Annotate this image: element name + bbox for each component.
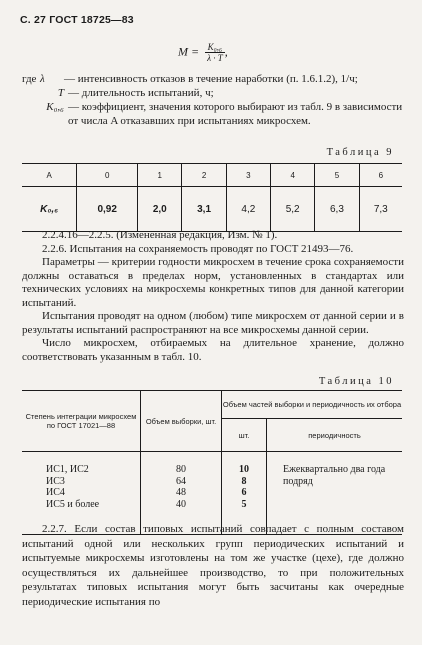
formula-denominator: λ · T [207,53,223,63]
page-header: С. 27 ГОСТ 18725—83 [20,14,134,26]
definition-symbol: λ [40,73,45,85]
definition-text: — коэффициент, значения которого выбирают из табл. 9 в зависимости от числа A отказавших при испытаниях микросхем. [68,101,403,127]
formula-numerator: K₀,₆ [205,42,225,53]
table10-part: 5 [241,498,247,510]
table10-part: 6 [241,487,247,498]
definition-lambda [22,72,404,86]
paragraph-amendment: 2.2.4.16—2.2.5. (Измененная редакция, Изм. № 1). [42,229,278,241]
table9-value-row [22,187,402,232]
table9-caption: Таблица 9 [326,147,394,158]
definition-text: — длительность испытаний, ч; [68,87,214,99]
table10-header-row [22,391,402,419]
definition-t [22,86,404,100]
table10-volume: 40 [176,498,186,510]
table9-header-cell: 3 [226,164,270,187]
table9-header-cell: A [22,164,77,187]
table10-col-volume: Объем выборки, шт. [141,391,222,452]
table10-col-degree: Степень интеграции микросхем по ГОСТ 17021—88 [22,391,141,452]
table10-part: 8 [241,475,247,487]
table10-volume: 64 [176,475,186,487]
table9-header-cell: 4 [271,164,315,187]
table-10 [22,390,402,535]
table10-sub-pieces: шт. [222,419,267,452]
table10-degree: ИС3 [46,475,65,487]
table9-header-cell: 1 [138,164,182,187]
table9-header-cell: 6 [359,164,402,187]
definitions [22,72,404,128]
table10-volume: 80 [176,464,186,475]
table9-row-label: K₀,₆ [22,187,77,232]
table10-volume: 48 [176,487,186,498]
definition-symbol: T [57,87,64,99]
formula-end: , [224,44,228,59]
table9-value-cell: 6,3 [315,187,359,232]
table10-caption: Таблица 10 [318,376,394,387]
formula-fraction [205,42,225,63]
table9-header-cell: 0 [77,164,138,187]
table9-value-cell: 5,2 [271,187,315,232]
definition-k [22,100,404,128]
table9-value-cell: 4,2 [226,187,270,232]
table9-value-cell: 3,1 [182,187,226,232]
table9-value-cell: 7,3 [359,187,402,232]
paragraph-test-type: Испытания проводят на одном (любом) типе микросхем от данной серии и в результаты испытаний распространяют на все микросхемы данной серии. [22,310,404,336]
table9-header-cell: 5 [315,164,359,187]
definition-prefix: где [22,73,37,85]
table10-degree: ИС1, ИС2 [46,464,89,475]
paragraph-sample-count: Число микросхем, отбираемых на длительное хранение, должно соответствовать указанным в табл. 10. [22,337,404,363]
table10-periodicity-cell: Ежеквартально два года подряд [267,452,403,535]
definition-prefix [22,100,40,128]
table10-degree: ИС4 [46,487,65,498]
formula [178,42,228,63]
paragraph-parameters: Параметры — критерии годности микросхем в течение срока сохраняемости должны оставаться в пределах норм, установленных в стандартах или технических условиях на микросхемы конкретных типов для данной категории испытаний. [22,256,404,309]
table9-value-cell: 2,0 [138,187,182,232]
table10-part: 10 [239,464,249,475]
paragraph-storage-tests: 2.2.6. Испытания на сохраняемость проводят по ГОСТ 21493—76. [42,242,354,255]
table10-degree: ИС5 и более [46,498,100,510]
final-section [22,522,404,609]
table-9 [22,163,402,232]
table10-col-group: Объем частей выборки и периодичность их отбора [222,391,403,419]
formula-lhs: M = [178,44,200,59]
paragraph-type-tests: 2.2.7. Если состав типовых испытаний совпадает с полным составом испытаний одной или нескольких групп периодических испытаний и испытуемые микросхемы изготовлены на том же участке (цехе), где должно осуществляться их дальнейшее производство, то при положительных результатах типовых испытания могут быть засчитаны как очередные периодические испытания по [22,523,404,608]
table9-value-cell: 0,92 [77,187,138,232]
body-paragraphs [22,229,404,364]
definition-symbol: K₀,₆ [46,101,64,113]
definition-prefix [22,86,40,100]
table9-header-row [22,164,402,187]
definition-text: — интенсивность отказов в течение наработки (п. 1.6.1.2), 1/ч; [64,73,358,85]
table9-header-cell: 2 [182,164,226,187]
table10-sub-period: периодичность [267,419,403,452]
